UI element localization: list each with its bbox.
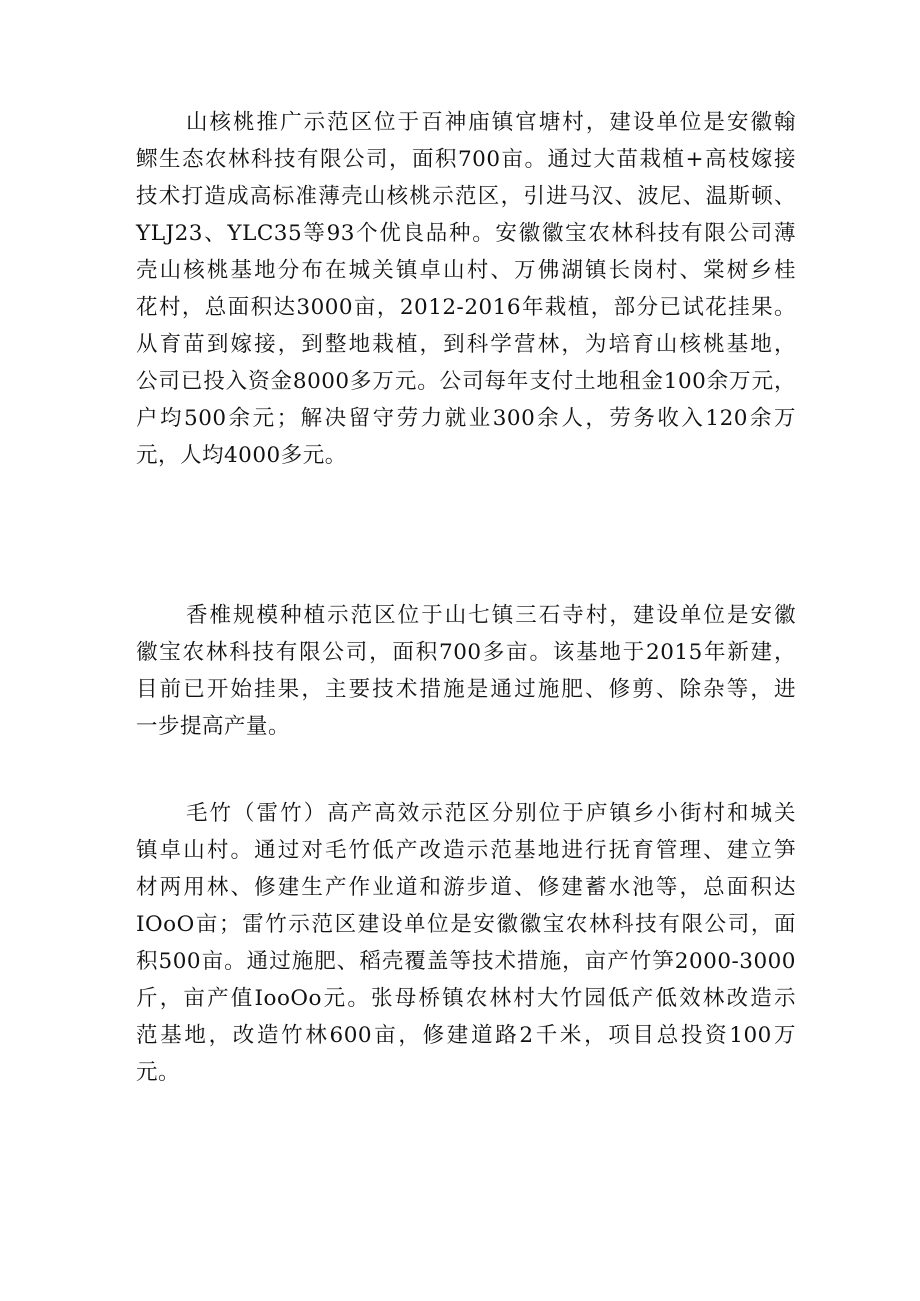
text-line: 范基地，改造竹林600亩，修建道路2千米，项目总投资100万 xyxy=(136,1023,796,1048)
text-line: IOoO亩；雷竹示范区建设单位是安徽徽宝农林科技有限公司，面 xyxy=(136,912,796,937)
paragraph-toona-demo-zone xyxy=(136,597,796,745)
paragraph-bamboo-demo-zone xyxy=(136,795,796,1091)
text-line: 公司已投入资金8000多万元。公司每年支付土地租金100余万元， xyxy=(136,369,796,394)
text-line: 目前已开始挂果，主要技术措施是通过施肥、修剪、除杂等，进 xyxy=(136,677,796,702)
text-line: 元，人均4000多元。 xyxy=(136,443,347,468)
text-line: 毛竹（雷竹）高产高效示范区分别位于庐镇乡小街村和城关 xyxy=(186,801,796,826)
text-line: 镇卓山村。通过对毛竹低产改造示范基地进行抚育管理、建立笋 xyxy=(136,838,796,863)
text-line: 壳山核桃基地分布在城关镇卓山村、万佛湖镇长岗村、棠树乡桂 xyxy=(136,258,796,283)
text-line: 元。 xyxy=(136,1060,181,1085)
text-line: 技术打造成高标准薄壳山核桃示范区，引进马汉、波尼、温斯顿、 xyxy=(136,184,796,209)
text-line: 一步提高产量。 xyxy=(136,714,291,739)
text-line: 积500亩。通过施肥、稻壳覆盖等技术措施，亩产竹笋2000-3000 xyxy=(136,949,796,974)
text-line: 斤，亩产值IooOo元。张母桥镇农林村大竹园低产低效林改造示 xyxy=(136,986,796,1011)
text-line: 材两用林、修建生产作业道和游步道、修建蓄水池等，总面积达 xyxy=(136,875,796,900)
text-line: 花村，总面积达3000亩，2012-2016年栽植，部分已试花挂果。 xyxy=(136,295,796,320)
text-line: 山核桃推广示范区位于百神庙镇官塘村，建设单位是安徽翰 xyxy=(186,110,796,135)
text-line: 香椎规模种植示范区位于山七镇三石寺村，建设单位是安徽 xyxy=(186,603,796,628)
paragraph-walnut-demo-zone xyxy=(136,104,796,474)
text-line: 从育苗到嫁接，到整地栽植，到科学营林，为培育山核桃基地， xyxy=(136,332,796,357)
text-line: YLJ23、YLC35等93个优良品种。安徽徽宝农林科技有限公司薄 xyxy=(136,221,796,246)
text-line: 户均500余元；解决留守劳力就业300余人，劳务收入120余万 xyxy=(136,406,796,431)
text-line: 鳏生态农林科技有限公司，面积700亩。通过大苗栽植+高枝嫁接 xyxy=(136,147,796,172)
text-line: 徽宝农林科技有限公司，面积700多亩。该基地于2015年新建， xyxy=(136,640,796,665)
